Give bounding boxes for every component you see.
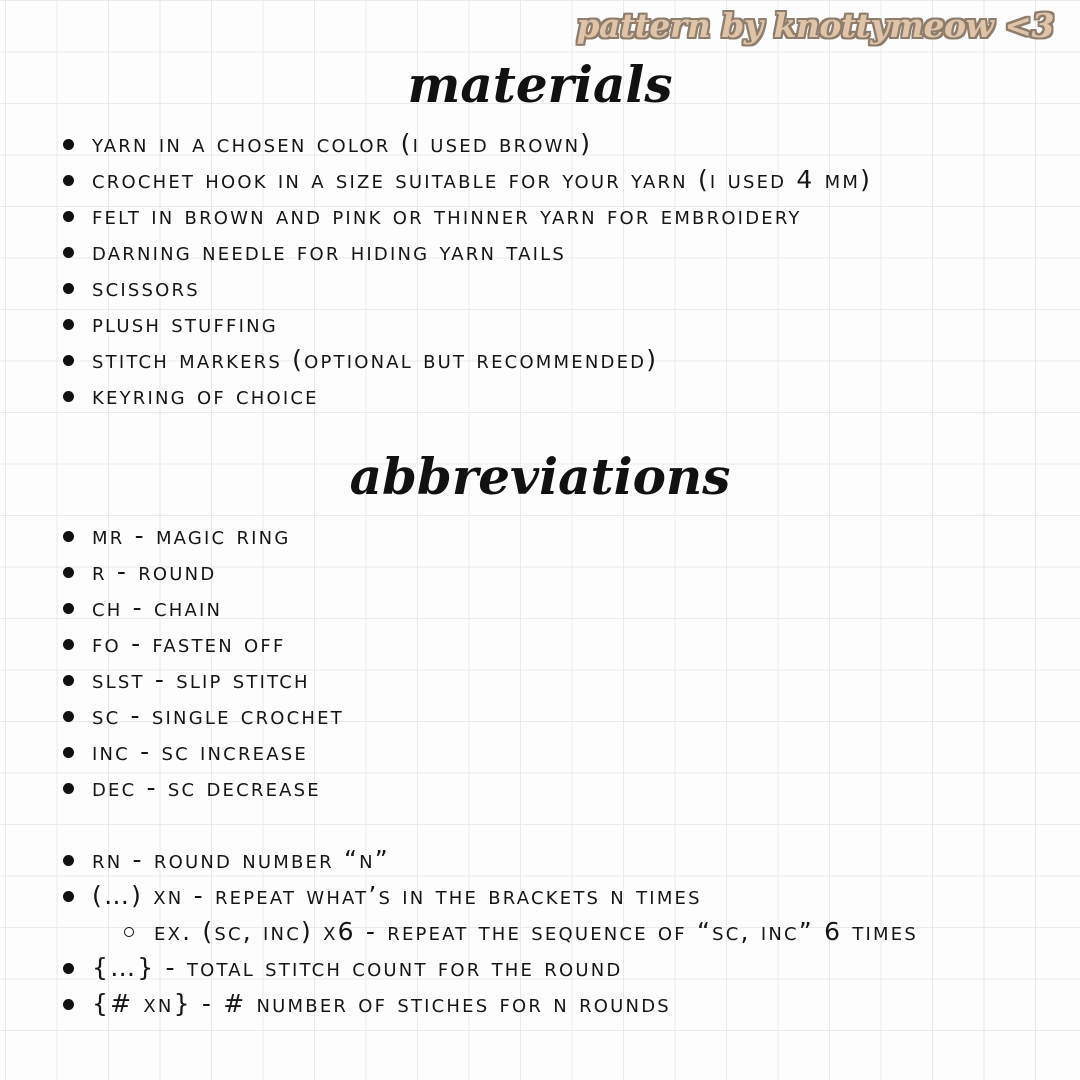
- abbreviations-list: [58, 518, 344, 806]
- list-item: [58, 306, 872, 342]
- list-item: [58, 662, 344, 698]
- bullet-icon: [63, 711, 74, 722]
- list-item-text: rn - round number “n”: [92, 845, 390, 874]
- list-item: [58, 162, 872, 198]
- list-item-text: {…} - total stitch count for the round: [92, 953, 623, 982]
- list-item: [58, 842, 918, 878]
- bullet-icon: [63, 891, 74, 902]
- list-item: [58, 986, 918, 1022]
- list-item: [58, 554, 344, 590]
- bullet-icon: [63, 283, 74, 294]
- bullet-icon: [63, 247, 74, 258]
- bullet-icon: [63, 963, 74, 974]
- list-item: [58, 518, 344, 554]
- list-item-text: darning needle for hiding yarn tails: [92, 237, 566, 266]
- hollow-bullet-icon: [124, 927, 134, 937]
- bullet-icon: [63, 139, 74, 150]
- list-item: [58, 878, 918, 914]
- bullet-icon: [63, 567, 74, 578]
- bullet-icon: [63, 603, 74, 614]
- materials-heading: materials: [407, 55, 673, 114]
- watermark: pattern by knottymeow <3: [576, 6, 1054, 45]
- list-item-text: {# xn} - # number of stiches for n rounds: [92, 989, 671, 1018]
- list-item: [58, 950, 918, 986]
- list-item-text: inc - sc increase: [92, 737, 308, 766]
- bullet-icon: [63, 319, 74, 330]
- list-item: [58, 234, 872, 270]
- list-item: [58, 126, 872, 162]
- bullet-icon: [63, 175, 74, 186]
- bullet-icon: [63, 675, 74, 686]
- list-item: [58, 626, 344, 662]
- bullet-icon: [63, 747, 74, 758]
- list-item: [58, 698, 344, 734]
- list-item: [58, 270, 872, 306]
- list-item-text: felt in brown and pink or thinner yarn for embroidery: [92, 201, 802, 230]
- list-item-text: dec - sc decrease: [92, 773, 321, 802]
- list-item: [58, 198, 872, 234]
- bullet-icon: [63, 999, 74, 1010]
- list-item-text: ch - chain: [92, 593, 223, 622]
- list-item-text: fo - fasten off: [92, 629, 286, 658]
- list-item-text: (…) xn - repeat what’s in the brackets n times: [92, 881, 702, 910]
- bullet-icon: [63, 391, 74, 402]
- list-item: [58, 590, 344, 626]
- bullet-icon: [63, 783, 74, 794]
- bullet-icon: [63, 639, 74, 650]
- bullet-icon: [63, 355, 74, 366]
- list-item: [58, 734, 344, 770]
- list-item-text: ex. (sc, inc) x6 - repeat the sequence of “sc, inc” 6 times: [154, 917, 918, 946]
- list-item-text: r - round: [92, 557, 217, 586]
- list-item-text: sc - single crochet: [92, 701, 344, 730]
- list-item-text: plush stuffing: [92, 309, 278, 338]
- list-item-text: scissors: [92, 273, 200, 302]
- bullet-icon: [63, 531, 74, 542]
- abbreviations-heading: abbreviations: [349, 447, 731, 506]
- notation-list: [58, 842, 918, 1022]
- list-item-text: slst - slip stitch: [92, 665, 310, 694]
- list-item-text: stitch markers (optional but recommended): [92, 345, 659, 374]
- list-item-text: crochet hook in a size suitable for your yarn (i used 4 mm): [92, 165, 873, 194]
- list-item: [58, 342, 872, 378]
- list-item: [58, 770, 344, 806]
- list-item-text: yarn in a chosen color (i used brown): [92, 129, 593, 158]
- list-item-text: mr - magic ring: [92, 521, 291, 550]
- materials-list: [58, 126, 872, 414]
- sub-list-item: [58, 914, 918, 950]
- bullet-icon: [63, 211, 74, 222]
- list-item-text: keyring of choice: [92, 381, 319, 410]
- bullet-icon: [63, 855, 74, 866]
- list-item: [58, 378, 872, 414]
